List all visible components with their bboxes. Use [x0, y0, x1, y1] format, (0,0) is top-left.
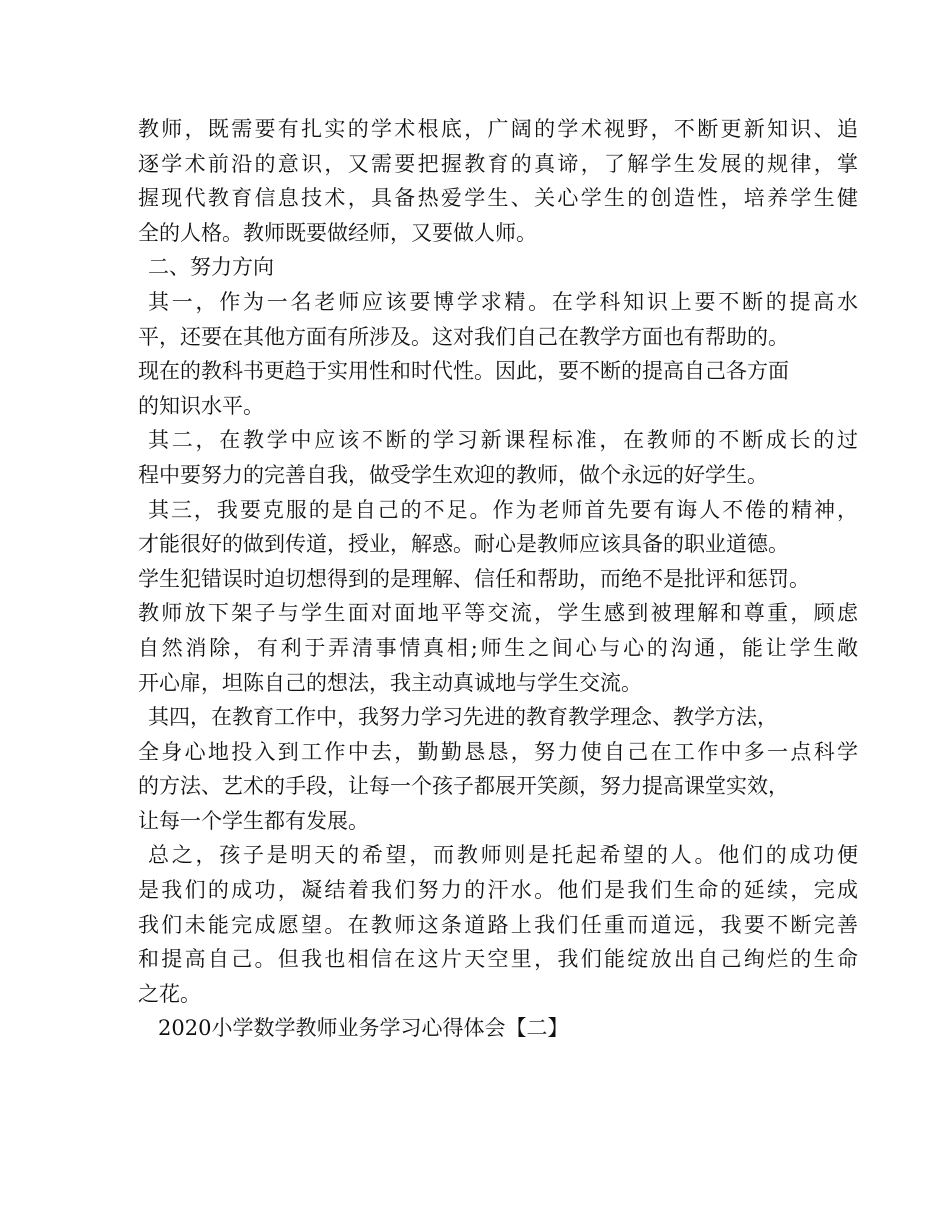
- paragraph-line: 的知识水平。: [138, 393, 264, 418]
- paragraph-line: 自然消除，有利于弄清事情真相;师生之间心与心的沟通，能让学生敞: [138, 635, 858, 660]
- paragraph-line: 其三，我要克服的是自己的不足。作为老师首先要有诲人不倦的精神，: [148, 497, 858, 522]
- paragraph-line: 逐学术前沿的意识，又需要把握教育的真谛，了解学生发展的规律，掌: [138, 151, 858, 176]
- document-body: [138, 112, 858, 1046]
- paragraph-line: 的方法、艺术的手段，让每一个孩子都展开笑颜，努力提高课堂实效，: [138, 774, 789, 799]
- paragraph-line: 开心扉，坦陈自己的想法，我主动真诚地与学生交流。: [138, 670, 642, 695]
- paragraph-line: 其四，在教育工作中，我努力学习先进的教育教学理念、教学方法，: [148, 705, 778, 730]
- paragraph-line: 现在的教科书更趋于实用性和时代性。因此，要不断的提高自己各方面: [138, 359, 789, 384]
- paragraph-line: 教师，既需要有扎实的学术根底，广阔的学术视野，不断更新知识、追: [138, 117, 858, 141]
- paragraph-line: 总之，孩子是明天的希望，而教师则是托起希望的人。他们的成功便: [148, 843, 858, 868]
- paragraph-line: 其一，作为一名老师应该要博学求精。在学科知识上要不断的提高水: [148, 289, 858, 314]
- paragraph-line: 学生犯错误时迫切想得到的是理解、信任和帮助，而绝不是批评和惩罚。: [138, 566, 810, 591]
- paragraph-line: 和提高自己。但我也相信在这片天空里，我们能绽放出自己绚烂的生命: [138, 947, 858, 972]
- paragraph-line: 之花。: [138, 981, 201, 1006]
- paragraph-line: 全的人格。教师既要做经师，又要做人师。: [138, 220, 537, 245]
- paragraph-line: 是我们的成功，凝结着我们努力的汗水。他们是我们生命的延续，完成: [138, 878, 858, 903]
- paragraph-line: 让每一个学生都有发展。: [138, 808, 369, 833]
- paragraph-line: 握现代教育信息技术，具备热爱学生、关心学生的创造性，培养学生健: [138, 186, 858, 211]
- next-section-title: 2020小学数学教师业务学习心得体会【二】: [158, 1016, 569, 1041]
- paragraph-line: 全身心地投入到工作中去，勤勤恳恳，努力使自己在工作中多一点科学: [138, 739, 858, 764]
- paragraph-line: 其二，在教学中应该不断的学习新课程标准，在教师的不断成长的过: [148, 428, 858, 453]
- paragraph-line: 教师放下架子与学生面对面地平等交流，学生感到被理解和尊重，顾虑: [138, 601, 858, 626]
- paragraph-line: 我们未能完成愿望。在教师这条道路上我们任重而道远，我要不断完善: [138, 912, 858, 937]
- paragraph-line: 程中要努力的完善自我，做受学生欢迎的教师，做个永远的好学生。: [138, 462, 768, 487]
- section-heading: 二、努力方向: [148, 255, 274, 280]
- paragraph-line: 才能很好的做到传道，授业，解惑。耐心是教师应该具备的职业道德。: [138, 532, 789, 557]
- paragraph-line: 平，还要在其他方面有所涉及。这对我们自己在教学方面也有帮助的。: [138, 324, 789, 349]
